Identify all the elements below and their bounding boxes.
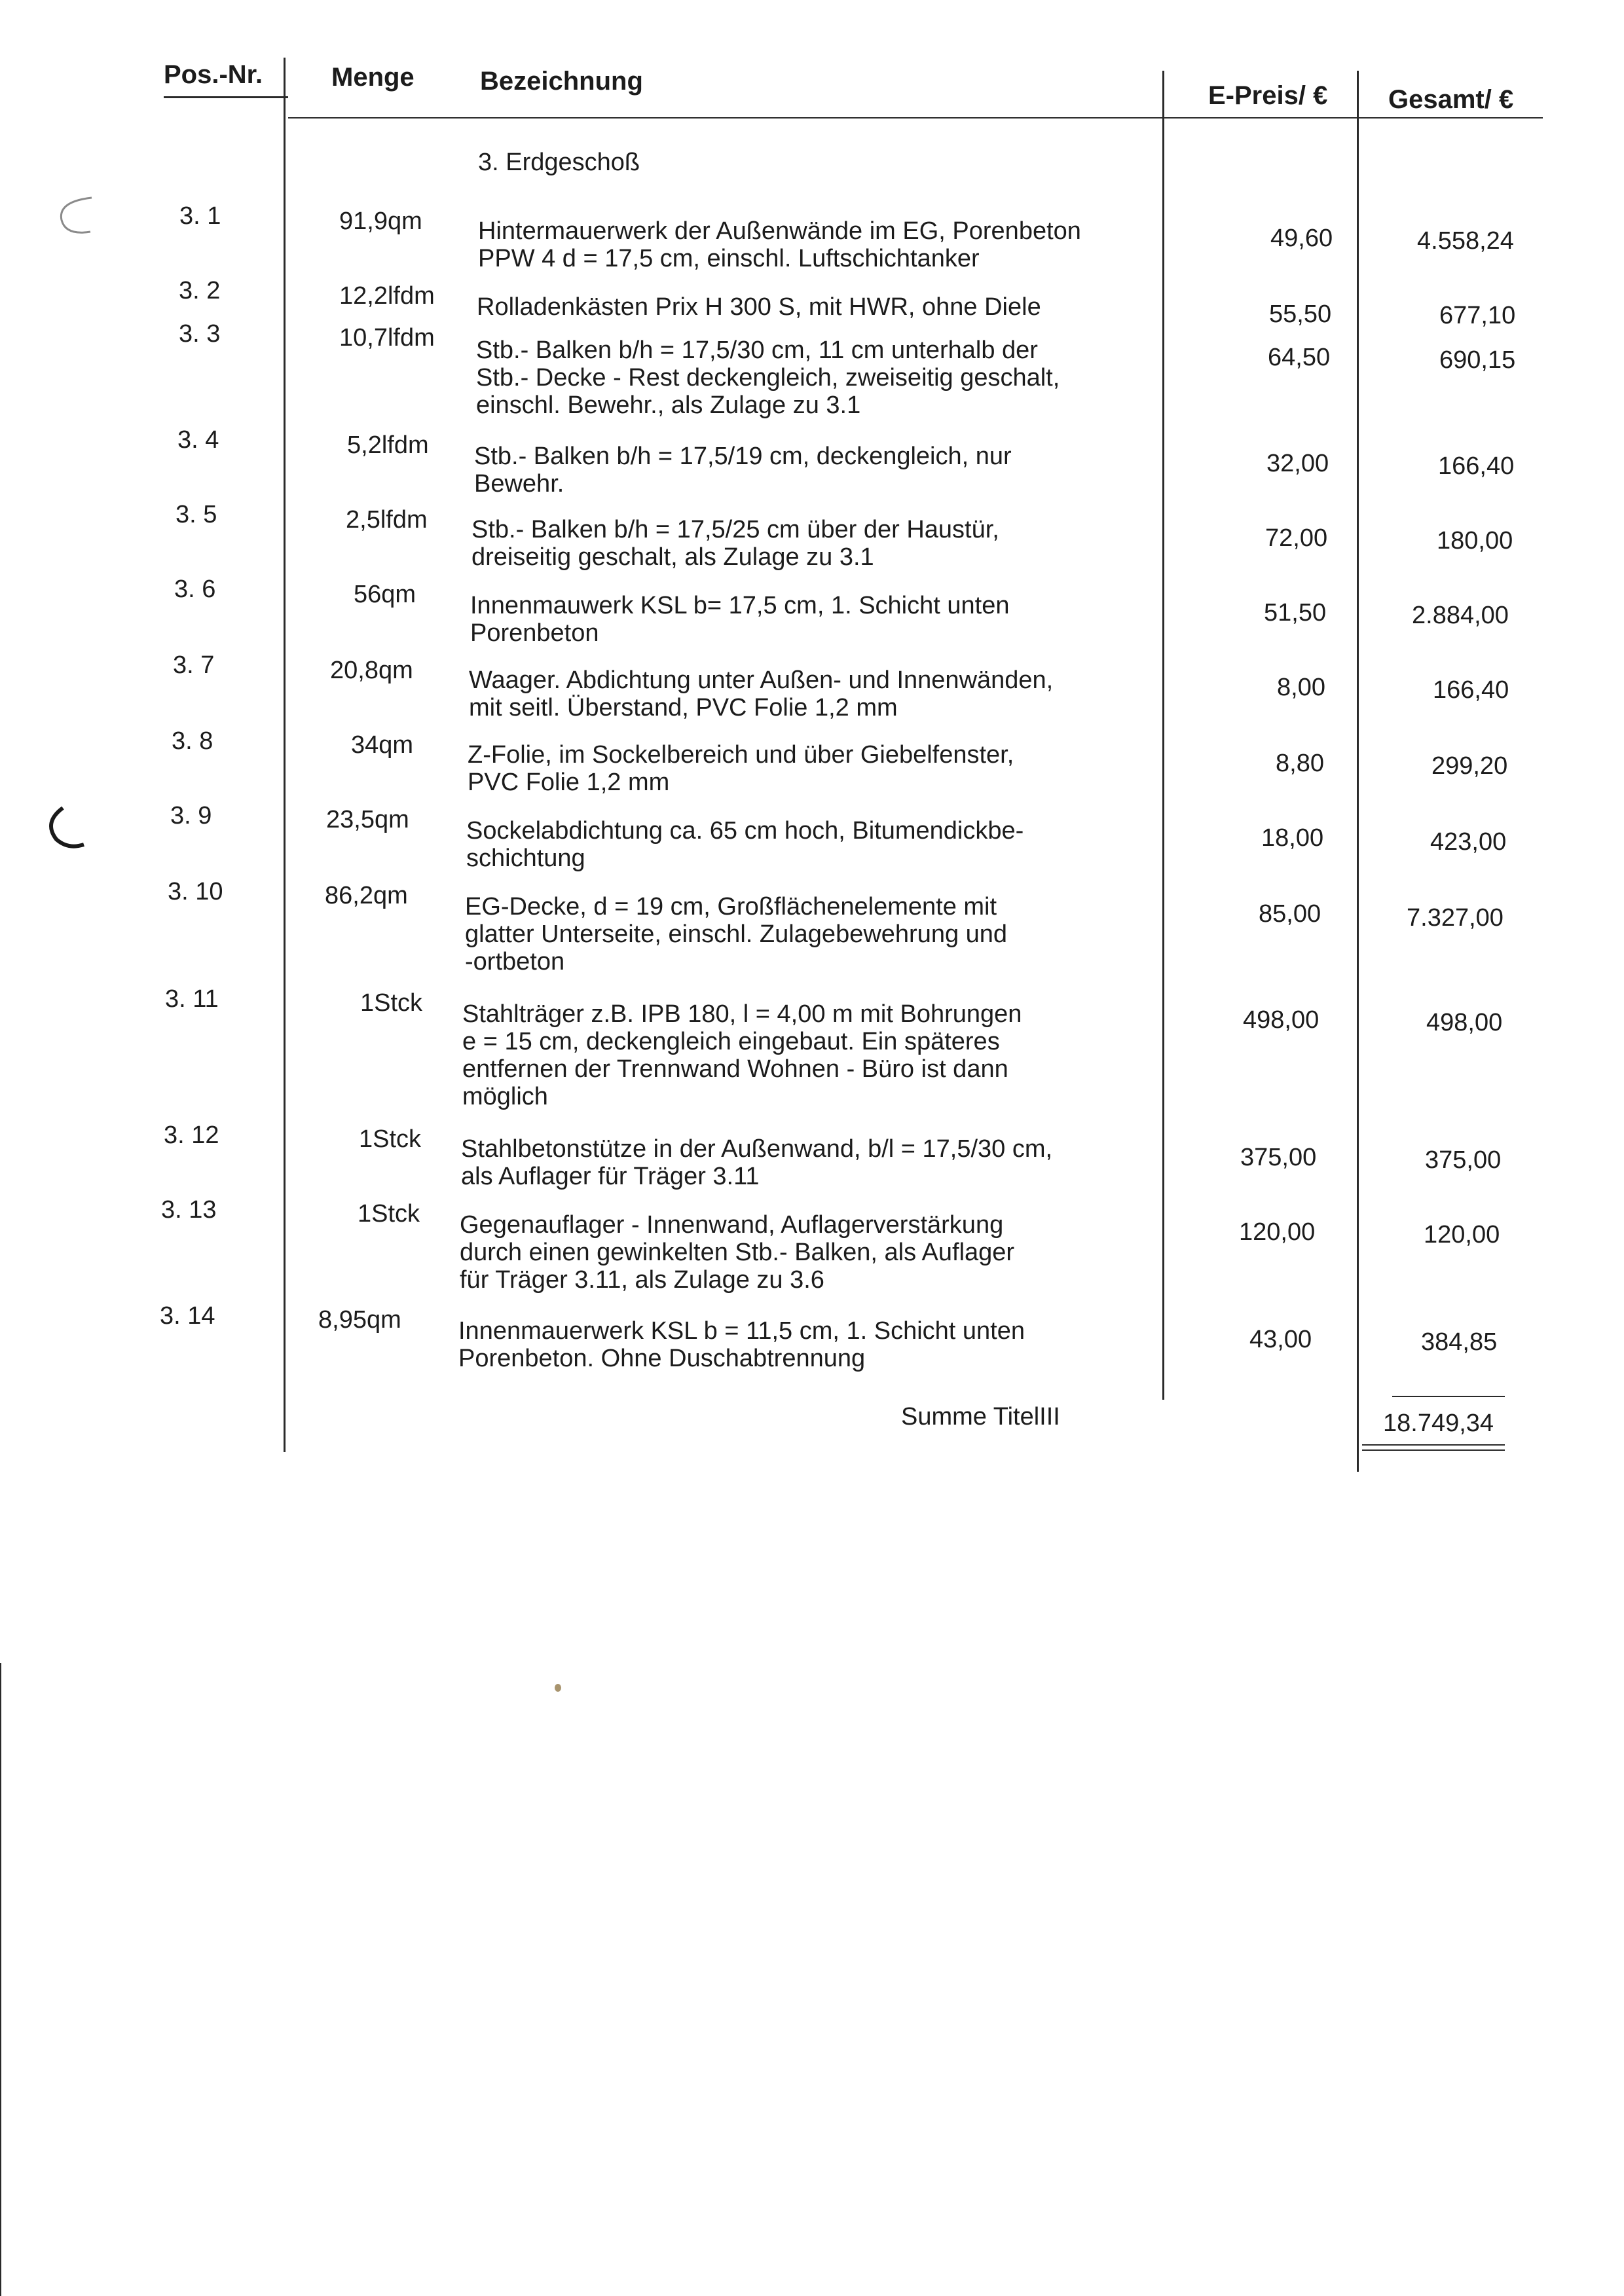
row-description-line: Hintermauerwerk der Außenwände im EG, Porenbeton — [478, 217, 1081, 245]
column-divider-pos-menge — [284, 58, 286, 1452]
row-gesamt: 498,00 — [1426, 1009, 1503, 1036]
header-underline-left — [164, 96, 288, 98]
row-description-line: Stb.- Balken b/h = 17,5/25 cm über der Haustür, — [471, 516, 999, 543]
section-title: 3. Erdgeschoß — [478, 149, 640, 176]
row-description-line: mit seitl. Überstand, PVC Folie 1,2 mm — [469, 694, 898, 721]
row-description-line: Rolladenkästen Prix H 300 S, mit HWR, ohne Diele — [477, 293, 1041, 321]
row-pos: 3. 6 — [174, 575, 216, 603]
row-description-line: Sockelabdichtung ca. 65 cm hoch, Bitumendickbe- — [466, 817, 1024, 845]
row-description-line: Stb.- Balken b/h = 17,5/30 cm, 11 cm unterhalb der — [476, 337, 1038, 364]
row-pos: 3. 14 — [160, 1302, 215, 1330]
row-description-line: Porenbeton — [470, 619, 599, 647]
row-pos: 3. 12 — [164, 1121, 219, 1149]
punch-hole-mark-bottom — [37, 803, 96, 855]
row-e-preis: 8,00 — [1277, 674, 1325, 701]
row-description — [471, 516, 999, 571]
row-description — [469, 666, 1053, 721]
row-description-line: Waager. Abdichtung unter Außen- und Innenwänden, — [469, 666, 1054, 694]
row-description-line: glatter Unterseite, einschl. Zulagebewehrung und — [465, 920, 1008, 948]
row-e-preis: 49,60 — [1270, 225, 1333, 252]
row-pos: 3. 10 — [168, 878, 223, 905]
row-pos: 3. 3 — [179, 320, 221, 348]
row-e-preis: 51,50 — [1264, 599, 1327, 627]
row-menge: 1Stck — [360, 989, 423, 1017]
row-menge: 5,2lfdm — [347, 431, 429, 459]
row-e-preis: 18,00 — [1261, 824, 1324, 852]
row-menge: 56qm — [354, 581, 416, 608]
row-description-line: Bewehr. — [474, 470, 564, 498]
row-description-line: Z-Folie, im Sockelbereich und über Giebelfenster, — [468, 741, 1014, 769]
row-pos: 3. 5 — [175, 501, 217, 528]
scan-edge-line — [0, 1663, 1, 2296]
header-menge: Menge — [331, 63, 415, 92]
punch-hole-mark-top — [46, 190, 105, 242]
header-e-preis: E-Preis/ € — [1208, 81, 1328, 110]
row-gesamt: 166,40 — [1438, 452, 1515, 480]
row-menge: 1Stck — [358, 1200, 420, 1228]
column-divider-bezeichnung-epreis — [1162, 71, 1164, 1400]
row-menge: 91,9qm — [339, 208, 422, 235]
row-e-preis: 8,80 — [1276, 750, 1324, 777]
row-description-line: entfernen der Trennwand Wohnen - Büro ist dann — [462, 1055, 1008, 1083]
row-pos: 3. 4 — [177, 426, 219, 454]
row-pos: 3. 7 — [173, 651, 215, 679]
row-description-line: Innenmauerwerk KSL b = 11,5 cm, 1. Schicht unten — [458, 1317, 1025, 1345]
row-description-line: -ortbeton — [465, 948, 565, 975]
row-description-line: Stb.- Balken b/h = 17,5/19 cm, deckengleich, nur — [474, 443, 1012, 470]
row-description — [466, 817, 1024, 872]
row-description — [476, 337, 1060, 419]
row-e-preis: 120,00 — [1239, 1218, 1316, 1246]
row-menge: 10,7lfdm — [339, 324, 435, 352]
summary-bottom-rule-double — [1362, 1449, 1505, 1451]
summary-total: 18.749,34 — [1383, 1410, 1494, 1437]
row-description — [477, 293, 1041, 321]
row-e-preis: 43,00 — [1249, 1326, 1312, 1353]
header-underline — [288, 117, 1543, 118]
row-description-line: Stb.- Decke - Rest deckengleich, zweiseitig geschalt, — [476, 364, 1060, 392]
row-description-line: dreiseitig geschalt, als Zulage zu 3.1 — [471, 543, 874, 571]
row-e-preis: 498,00 — [1243, 1006, 1320, 1034]
row-menge: 2,5lfdm — [346, 506, 428, 534]
row-gesamt: 375,00 — [1425, 1146, 1502, 1174]
row-description-line: Stahlträger z.B. IPB 180, l = 4,00 m mit Bohrungen — [462, 1000, 1022, 1028]
row-gesamt: 2.884,00 — [1412, 602, 1509, 629]
row-description — [474, 443, 1012, 498]
row-pos: 3. 13 — [161, 1196, 217, 1224]
row-description-line: Porenbeton. Ohne Duschabtrennung — [458, 1345, 866, 1372]
row-description-line: EG-Decke, d = 19 cm, Großflächenelemente mit — [465, 893, 997, 920]
row-e-preis: 72,00 — [1265, 524, 1328, 552]
row-description-line: schichtung — [466, 845, 585, 872]
row-menge: 12,2lfdm — [339, 282, 435, 310]
row-pos: 3. 8 — [172, 727, 213, 755]
row-description — [468, 741, 1014, 796]
summary-bottom-rule — [1362, 1444, 1505, 1446]
header-pos-nr: Pos.-Nr. — [164, 60, 263, 89]
row-description — [460, 1211, 1014, 1294]
row-gesamt: 7.327,00 — [1407, 904, 1504, 932]
row-description — [470, 592, 1009, 647]
row-pos: 3. 11 — [165, 985, 219, 1013]
row-gesamt: 677,10 — [1439, 302, 1516, 329]
row-description — [465, 893, 1007, 975]
row-e-preis: 64,50 — [1268, 344, 1331, 371]
row-description — [478, 217, 1081, 272]
header-bezeichnung: Bezeichnung — [480, 67, 643, 96]
row-description-line: einschl. Bewehr., als Zulage zu 3.1 — [476, 392, 861, 419]
row-menge: 86,2qm — [325, 882, 408, 909]
row-e-preis: 375,00 — [1240, 1144, 1317, 1171]
row-description-line: Gegenauflager - Innenwand, Auflagerverstärkung — [460, 1211, 1004, 1239]
row-menge: 34qm — [351, 731, 414, 759]
row-menge: 23,5qm — [326, 806, 409, 833]
row-description-line: PPW 4 d = 17,5 cm, einschl. Luftschichtanker — [478, 245, 980, 272]
row-menge: 1Stck — [359, 1125, 422, 1153]
row-e-preis: 55,50 — [1269, 301, 1332, 328]
row-e-preis: 85,00 — [1259, 900, 1321, 928]
scan-speck — [551, 1681, 564, 1694]
row-menge: 8,95qm — [318, 1306, 401, 1334]
row-gesamt: 384,85 — [1421, 1328, 1498, 1356]
row-gesamt: 690,15 — [1439, 346, 1516, 374]
row-description — [461, 1135, 1052, 1190]
row-gesamt: 180,00 — [1437, 527, 1513, 555]
summary-label: Summe TitelIII — [901, 1403, 1060, 1430]
row-description-line: Stahlbetonstütze in der Außenwand, b/l = 17,5/30 cm, — [461, 1135, 1053, 1163]
row-gesamt: 299,20 — [1431, 752, 1508, 780]
row-pos: 3. 1 — [179, 202, 221, 230]
header-gesamt: Gesamt/ € — [1388, 85, 1514, 114]
row-description — [462, 1000, 1022, 1110]
row-gesamt: 423,00 — [1430, 828, 1507, 856]
row-description-line: als Auflager für Träger 3.11 — [461, 1163, 760, 1190]
column-divider-epreis-gesamt — [1357, 71, 1359, 1472]
summary-top-rule — [1392, 1396, 1505, 1397]
row-description-line: möglich — [462, 1083, 548, 1110]
row-pos: 3. 2 — [179, 277, 221, 304]
row-description-line: e = 15 cm, deckengleich eingebaut. Ein späteres — [462, 1028, 1000, 1055]
row-description-line: für Träger 3.11, als Zulage zu 3.6 — [460, 1266, 824, 1294]
row-description-line: durch einen gewinkelten Stb.- Balken, als Auflager — [460, 1239, 1015, 1266]
row-gesamt: 120,00 — [1424, 1221, 1500, 1248]
row-description-line: Innenmauwerk KSL b= 17,5 cm, 1. Schicht unten — [470, 592, 1010, 619]
row-gesamt: 4.558,24 — [1417, 227, 1514, 255]
row-gesamt: 166,40 — [1433, 676, 1509, 704]
row-menge: 20,8qm — [330, 657, 413, 684]
row-pos: 3. 9 — [170, 802, 212, 829]
row-description-line: PVC Folie 1,2 mm — [468, 769, 670, 796]
row-e-preis: 32,00 — [1266, 450, 1329, 477]
row-description — [458, 1317, 1025, 1372]
